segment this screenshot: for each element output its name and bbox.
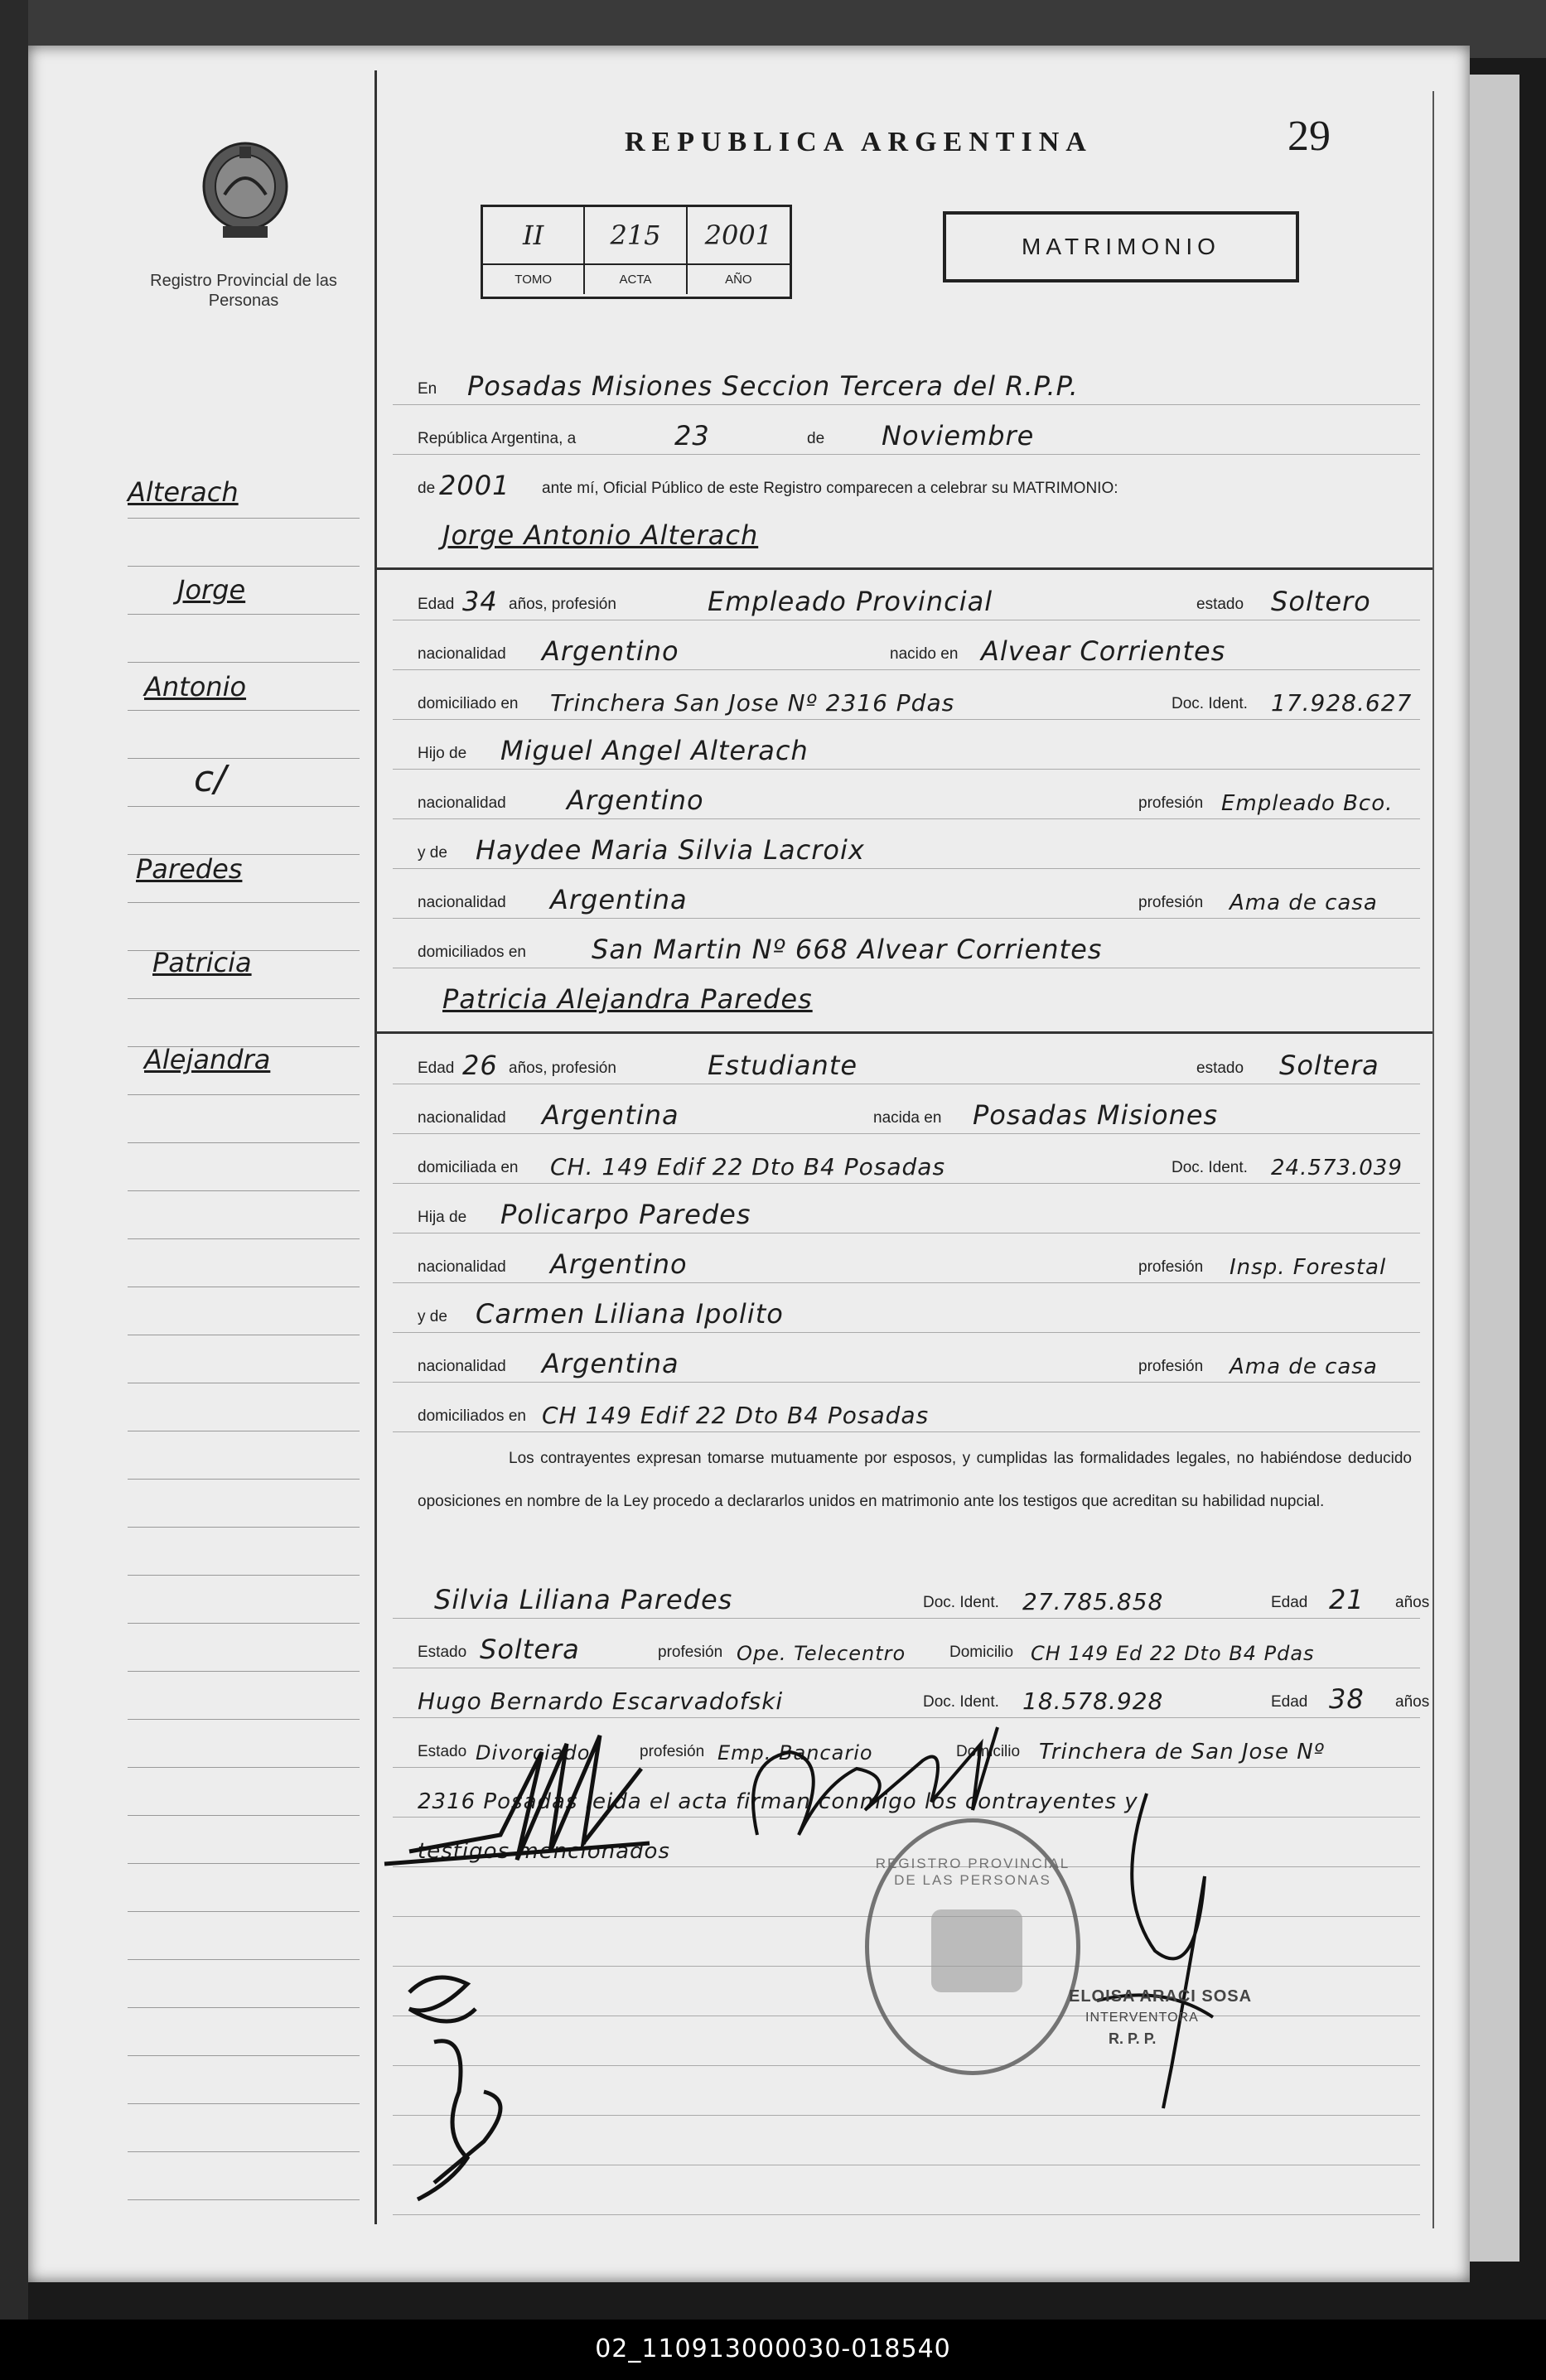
- witness2-profession: Emp. Bancario: [717, 1741, 873, 1764]
- nacionalidad-label: nacionalidad: [418, 1109, 506, 1127]
- wife-age: 26: [462, 1050, 498, 1081]
- husband-name-row: [393, 509, 1420, 559]
- margin-wife-name1: Patricia: [152, 947, 252, 978]
- nacido-label: nacido en: [890, 645, 959, 663]
- domicilio-label: Domicilio: [956, 1743, 1021, 1760]
- husband-father-nat: Argentino: [567, 784, 704, 816]
- margin-husband-surname: Alterach: [128, 476, 239, 508]
- estado-label: Estado: [418, 1743, 467, 1760]
- country-title: REPUBLICA ARGENTINA: [625, 127, 1093, 157]
- witness2-address: Trinchera de San Jose Nº: [1039, 1740, 1325, 1764]
- witness1-estado: Soltera: [480, 1634, 580, 1665]
- wife-estado: Soltera: [1279, 1050, 1379, 1081]
- husband-father-nat-row: [393, 775, 1420, 824]
- edad-label: Edad: [418, 1060, 455, 1077]
- official-seal-icon: REGISTRO PROVINCIAL DE LAS PERSONAS: [865, 1818, 1080, 2075]
- husband-mother-nat-row: [393, 874, 1420, 924]
- profesion-label: profesión: [1138, 794, 1204, 812]
- domicilio-label: Domicilio: [949, 1644, 1014, 1661]
- husband-age-row: [393, 576, 1420, 625]
- estado-label: estado: [1196, 596, 1244, 613]
- wife-name-row: [393, 973, 1420, 1023]
- husband-estado: Soltero: [1271, 586, 1371, 617]
- witness-signatures-icon: [384, 1959, 567, 2208]
- nacionalidad-label: nacionalidad: [418, 894, 506, 911]
- wife-nationality: Argentina: [542, 1099, 679, 1131]
- husband-father: Miguel Angel Alterach: [500, 735, 809, 766]
- husband-signature-icon: [376, 1702, 691, 1893]
- nacionalidad-label: nacionalidad: [418, 645, 506, 663]
- acta-label: ACTA: [585, 265, 687, 294]
- wife-profession: Estudiante: [708, 1050, 858, 1081]
- wife-father-nat: Argentino: [550, 1248, 688, 1280]
- edad-label: Edad: [1271, 1594, 1308, 1611]
- doc-label: Doc. Ident.: [923, 1594, 999, 1611]
- officer-stamp-name: ELOISA ARACI SOSA: [1069, 1987, 1253, 2006]
- hijo-label: Hijo de: [418, 745, 467, 762]
- husband-mother-nat: Argentina: [550, 884, 688, 915]
- nacionalidad-label: nacionalidad: [418, 1358, 506, 1375]
- husband-birthplace: Alvear Corrientes: [981, 635, 1226, 667]
- y-de-label: y de: [418, 1308, 447, 1325]
- profesion-label: profesión: [1138, 1258, 1204, 1276]
- witness1-details-row: [393, 1624, 1420, 1673]
- en-label: En: [418, 380, 437, 398]
- wife-mother-prof: Ama de casa: [1230, 1354, 1378, 1379]
- wife-parents-address-row: [393, 1388, 1420, 1437]
- wife-mother-nat: Argentina: [542, 1348, 679, 1379]
- anio-label: AÑO: [725, 273, 752, 287]
- marriage-statement: Los contrayentes expresan tomarse mutuamente por esposos, y cumplidas las formalidades legales, no habiéndose deducido oposiciones en nombre de la Ley procedo a declararlos unidos en matrimonio ante los testigos que acreditan su habilidad nupcial.: [418, 1450, 1412, 1510]
- wife-father-row: [393, 1189, 1420, 1238]
- husband-age: 34: [462, 586, 498, 617]
- husband-separator: [376, 567, 1432, 570]
- husband-father-row: [393, 725, 1420, 775]
- edad-label: Edad: [418, 596, 455, 613]
- witness1-name: Silvia Liliana Paredes: [434, 1584, 733, 1615]
- estado-label: Estado: [418, 1644, 467, 1661]
- anios-label: años: [1395, 1693, 1430, 1711]
- book-binding: [0, 0, 28, 2380]
- officer-stamp-office: R. P. P.: [1109, 2030, 1157, 2047]
- month-de-label: de: [807, 430, 825, 447]
- doc-label: Doc. Ident.: [923, 1693, 999, 1711]
- seal-center-mark: [931, 1909, 1022, 1992]
- witness1-name-row: [393, 1574, 1430, 1624]
- domiciliada-label: domiciliada en: [418, 1159, 519, 1176]
- image-id-footer: [0, 2320, 1546, 2380]
- wife-father: Policarpo Paredes: [500, 1199, 751, 1230]
- domiciliados-label: domiciliados en: [418, 1407, 526, 1425]
- profesion-label: profesión: [640, 1743, 705, 1760]
- certificate-page: [28, 46, 1470, 2282]
- doc-label: Doc. Ident.: [1172, 1159, 1248, 1176]
- day-value: 23: [674, 420, 710, 451]
- profesion-label: años, profesión: [509, 1060, 616, 1077]
- husband-parents-address-row: [393, 924, 1420, 973]
- page-edge: [1470, 75, 1519, 2262]
- husband-father-prof: Empleado Bco.: [1221, 791, 1394, 816]
- year-value: 2001: [439, 470, 510, 501]
- husband-doc: 17.928.627: [1271, 689, 1413, 717]
- husband-nationality: Argentino: [542, 635, 679, 667]
- record-reference-box: [481, 205, 792, 299]
- tomo-value: II: [483, 207, 585, 265]
- appear-text: ante mí, Oficial Público de este Registro comparecen a celebrar su MATRIMONIO:: [542, 480, 1118, 497]
- estado-label: estado: [1196, 1060, 1244, 1077]
- provincial-crest-icon: [191, 137, 299, 244]
- wife-mother-nat-row: [393, 1338, 1420, 1388]
- husband-mother: Haydee Maria Silvia Lacroix: [476, 834, 865, 866]
- image-id: 02_110913000030-018540: [595, 2334, 951, 2363]
- profesion-label: profesión: [658, 1644, 723, 1661]
- margin-connector: c/: [194, 758, 227, 800]
- edad-label: Edad: [1271, 1693, 1308, 1711]
- wife-doc: 24.573.039: [1271, 1156, 1403, 1180]
- intro-date-row: [393, 410, 1420, 460]
- margin-husband-name2: Antonio: [144, 671, 247, 702]
- month-value: Noviembre: [882, 420, 1035, 451]
- officer-stamp-title: INTERVENTORA: [1085, 2011, 1199, 2025]
- husband-nationality-row: [393, 625, 1420, 675]
- witness2-doc: 18.578.928: [1022, 1687, 1164, 1715]
- profesion-label: años, profesión: [509, 596, 616, 613]
- wife-parents-address: CH 149 Edif 22 Dto B4 Posadas: [542, 1402, 930, 1429]
- nacionalidad-label: nacionalidad: [418, 794, 506, 812]
- husband-mother-row: [393, 824, 1420, 874]
- closing-text-1: 2316 Posadas leida el acta firman conmigo los contrayentes y: [418, 1789, 1138, 1814]
- right-rule: [1432, 91, 1434, 2228]
- doc-label: Doc. Ident.: [1172, 695, 1248, 712]
- wife-separator: [376, 1031, 1432, 1034]
- margin-husband-name1: Jorge: [177, 574, 246, 606]
- document-type-box: MATRIMONIO: [943, 211, 1299, 282]
- domiciliado-label: domiciliado en: [418, 695, 519, 712]
- husband-mother-prof: Ama de casa: [1230, 891, 1378, 915]
- year-de-label: de: [418, 480, 436, 497]
- husband-parents-address: San Martin Nº 668 Alvear Corrientes: [592, 934, 1103, 965]
- witness2-name: Hugo Bernardo Escarvadofski: [418, 1687, 784, 1715]
- margin-wife-name2: Alejandra: [144, 1044, 271, 1075]
- wife-mother: Carmen Liliana Ipolito: [476, 1298, 784, 1330]
- wife-full-name: Patricia Alejandra Paredes: [442, 983, 813, 1015]
- intro-place-row: [393, 360, 1420, 410]
- wife-age-row: [393, 1040, 1420, 1089]
- officer-signature-icon: [1080, 1769, 1263, 2117]
- husband-address-row: [393, 675, 1420, 725]
- wife-mother-row: [393, 1288, 1420, 1338]
- husband-address: Trinchera San Jose Nº 2316 Pdas: [550, 689, 955, 717]
- margin-rule: [374, 70, 377, 2224]
- witness1-address: CH 149 Ed 22 Dto B4 Pdas: [1031, 1642, 1315, 1665]
- domiciliados-label: domiciliados en: [418, 944, 526, 961]
- registry-name: Registro Provincial de las Personas: [150, 272, 337, 310]
- anios-label: años: [1395, 1594, 1430, 1611]
- margin-wife-surname: Paredes: [136, 853, 243, 885]
- nacida-label: nacida en: [873, 1109, 942, 1127]
- witness2-age: 38: [1329, 1683, 1365, 1715]
- y-de-label: y de: [418, 844, 447, 862]
- wife-father-prof: Insp. Forestal: [1230, 1255, 1387, 1280]
- hija-label: Hija de: [418, 1209, 467, 1226]
- wife-nationality-row: [393, 1089, 1420, 1139]
- witness2-estado: Divorciado: [476, 1741, 591, 1764]
- anio-value: 2001: [688, 207, 790, 265]
- profesion-label: profesión: [1138, 1358, 1204, 1375]
- wife-address-row: [393, 1139, 1420, 1189]
- nacionalidad-label: nacionalidad: [418, 1258, 506, 1276]
- tomo-label: TOMO: [483, 265, 585, 294]
- place-value: Posadas Misiones Seccion Tercera del R.P.P.: [467, 370, 1079, 402]
- wife-birthplace: Posadas Misiones: [973, 1099, 1219, 1131]
- husband-full-name: Jorge Antonio Alterach: [442, 519, 759, 551]
- witness1-profession: Ope. Telecentro: [737, 1642, 906, 1665]
- witness1-doc: 27.785.858: [1022, 1588, 1164, 1615]
- husband-profession: Empleado Provincial: [708, 586, 993, 617]
- profesion-label: profesión: [1138, 894, 1204, 911]
- closing-text-2: testigos mencionados: [418, 1839, 670, 1864]
- wife-address: CH. 149 Edif 22 Dto B4 Posadas: [550, 1153, 946, 1180]
- republica-label: República Argentina, a: [418, 430, 577, 447]
- intro-year-row: [393, 460, 1420, 509]
- witness1-age: 21: [1329, 1584, 1365, 1615]
- page-number: 29: [1288, 113, 1331, 160]
- acta-value: 215: [585, 207, 687, 265]
- wife-father-nat-row: [393, 1238, 1420, 1288]
